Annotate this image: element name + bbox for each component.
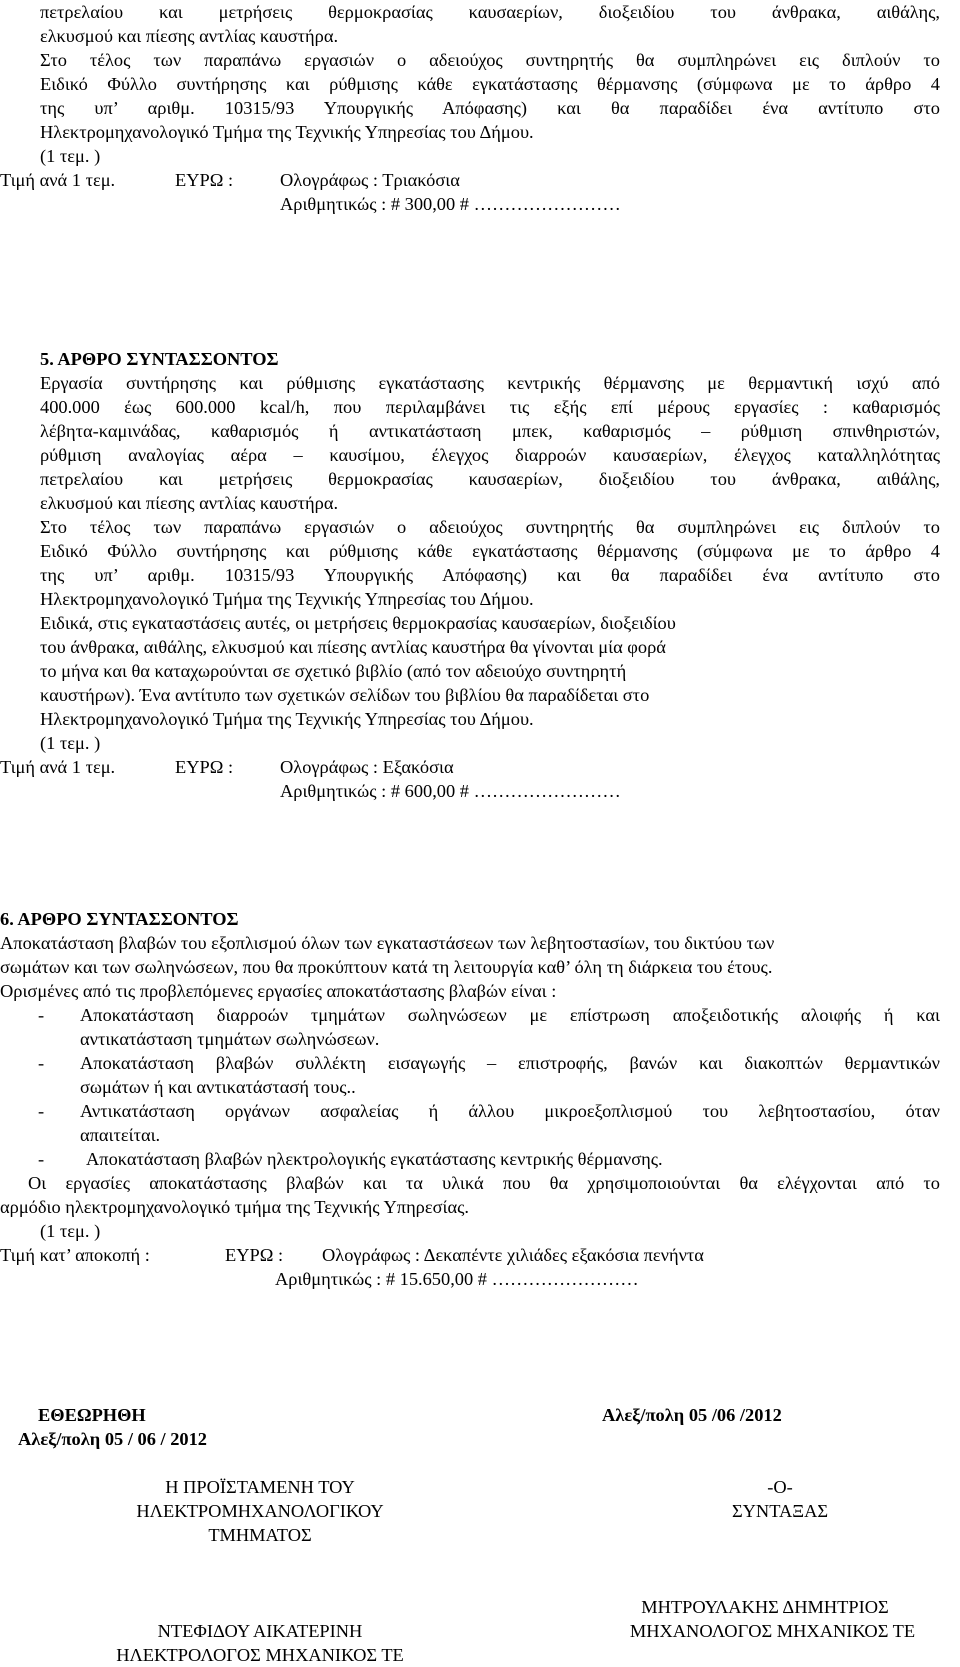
body-text-line: Ηλεκτρομηχανολογικό Τμήμα της Τεχνικής Υπηρεσίας του Δήμου. (40, 589, 534, 609)
left-role-line: ΗΛΕΚΤΡΟΜΗΧΑΝΟΛΟΓΙΚΟΥ (136, 1501, 384, 1521)
left-role-line: ΤΜΗΜΑΤΟΣ (208, 1525, 312, 1545)
approval-header: ΕΘΕΩΡΗΘΗ (38, 1405, 146, 1425)
price-numeric: Αριθμητικώς : # 300,00 # …………………… (280, 194, 621, 214)
body-text-line: Ηλεκτρομηχανολογικό Τμήμα της Τεχνικής Υπηρεσίας του Δήμου. (40, 122, 534, 142)
left-date: Αλεξ/πολη 05 / 06 / 2012 (18, 1429, 207, 1449)
right-signatory-name: ΜΗΤΡΟΥΛΑΚΗΣ ΔΗΜΗΤΡΙΟΣ (641, 1597, 889, 1617)
body-text-line: αρμόδιο ηλεκτρομηχανολογικό τμήμα της Τεχνικής Υπηρεσίας. (0, 1197, 469, 1217)
price-in-words: Ολογράφως : Δεκαπέντε χιλιάδες εξακόσια πενήντα (322, 1245, 704, 1265)
quantity-label: (1 τεμ. ) (40, 733, 101, 753)
price-in-words: Ολογράφως : Εξακόσια (280, 757, 454, 777)
right-date: Αλεξ/πολη 05 /06 /2012 (602, 1405, 782, 1425)
quantity-label: (1 τεμ. ) (40, 1221, 101, 1241)
right-role-line: ΣΥΝΤΑΞΑΣ (731, 1501, 829, 1521)
list-item-continuation: αντικατάσταση τμημάτων σωληνώσεων. (80, 1029, 380, 1049)
list-bullet: - (38, 1101, 45, 1121)
left-signatory-name: ΝΤΕΦΙΔΟΥ ΑΙΚΑΤΕΡΙΝΗ (157, 1621, 363, 1641)
body-text-line: Ορισμένες από τις προβλεπόμενες εργασίες αποκατάστασης βλαβών είναι : (0, 981, 557, 1001)
list-item-continuation: σωμάτων ή και αντικατάστασή τους.. (80, 1077, 356, 1097)
body-text-line: Στο τέλος των παραπάνω εργασιών ο αδειούχος συντηρητής θα συμπληρώνει εις διπλούν το (40, 50, 940, 70)
left-role-line: Η ΠΡΟΪΣΤΑΜΕΝΗ ΤΟΥ (165, 1477, 355, 1497)
currency-label: ΕΥΡΩ : (175, 757, 234, 777)
right-signatory-title: ΜΗΧΑΝΟΛΟΓΟΣ ΜΗΧΑΝΙΚΟΣ ΤΕ (629, 1621, 916, 1641)
quantity-label: (1 τεμ. ) (40, 146, 101, 166)
body-text-line: Ειδικά, στις εγκαταστάσεις αυτές, οι μετρήσεις θερμοκρασίας καυσαερίων, διοξειδίου (40, 613, 676, 633)
price-label: Τιμή κατ’ αποκοπή : (0, 1245, 150, 1265)
body-text-line: Οι εργασίες αποκατάστασης βλαβών και τα υλικά που θα χρησιμοποιούνται θα ελέγχονται από το (28, 1173, 940, 1193)
body-text-line: πετρελαίου και μετρήσεις θερμοκρασίας καυσαερίων, διοξειδίου του άνθρακα, αιθάλης, (40, 469, 940, 489)
body-text-line: 400.000 έως 600.000 kcal/h, που περιλαμβάνει τις εξής επί μέρους εργασίες : καθαρισμός (40, 397, 940, 417)
list-bullet: - (38, 1149, 45, 1169)
list-item: Αποκατάσταση βλαβών συλλέκτη εισαγωγής – επιστροφής, βανών και διακοπτών θερμαντικών (80, 1053, 940, 1073)
body-text-line: Ειδικό Φύλλο συντήρησης και ρύθμισης κάθε εγκατάστασης θέρμανσης (σύμφωνα με το άρθρο 4 (40, 541, 940, 561)
price-label: Τιμή ανά 1 τεμ. (0, 757, 116, 777)
body-text-line: καυστήρων). Ένα αντίτυπο των σχετικών σελίδων του βιβλίου θα παραδίδεται στο (40, 685, 650, 705)
body-text-line: της υπ’ αριθμ. 10315/93 Υπουργικής Απόφασης) και θα παραδίδει ένα αντίτυπο στο (40, 98, 940, 118)
list-bullet: - (38, 1053, 45, 1073)
body-text-line: πετρελαίου και μετρήσεις θερμοκρασίας καυσαερίων, διοξειδίου του άνθρακα, αιθάλης, (40, 2, 940, 22)
list-item-continuation: απαιτείται. (80, 1125, 161, 1145)
list-item: Αποκατάσταση διαρροών τμημάτων σωληνώσεων με επίστρωση αποξειδοτικής αλοιφής ή και (80, 1005, 940, 1025)
currency-label: ΕΥΡΩ : (175, 170, 234, 190)
body-text-line: ελκυσμού και πίεσης αντλίας καυστήρα. (40, 493, 339, 513)
list-item: Αντικατάσταση οργάνων ασφαλείας ή άλλου μικροεξοπλισμού του λεβητοστασίου, όταν (80, 1101, 940, 1121)
body-text-line: της υπ’ αριθμ. 10315/93 Υπουργικής Απόφασης) και θα παραδίδει ένα αντίτυπο στο (40, 565, 940, 585)
price-in-words: Ολογράφως : Τριακόσια (280, 170, 460, 190)
body-text-line: Ηλεκτρομηχανολογικό Τμήμα της Τεχνικής Υπηρεσίας του Δήμου. (40, 709, 534, 729)
body-text-line: του άνθρακα, αιθάλης, ελκυσμού και πίεσης αντλίας καυστήρα θα γίνονται μία φορά (40, 637, 666, 657)
body-text-line: σωμάτων και των σωληνώσεων, που θα προκύπτουν κατά τη λειτουργία καθ’ όλη τη διάρκεια του έτους. (0, 957, 773, 977)
left-signatory-title: ΗΛΕΚΤΡΟΛΟΓΟΣ ΜΗΧΑΝΙΚΟΣ ΤΕ (116, 1645, 404, 1665)
currency-label: ΕΥΡΩ : (225, 1245, 284, 1265)
body-text-line: ρύθμιση αναλογίας αέρα – καυσίμου, έλεγχος διαρροών καυσαερίων, έλεγχος καταλληλότητας (40, 445, 940, 465)
body-text-line: Στο τέλος των παραπάνω εργασιών ο αδειούχος συντηρητής θα συμπληρώνει εις διπλούν το (40, 517, 940, 537)
list-bullet: - (38, 1005, 45, 1025)
article-heading: 6. ΑΡΘΡΟ ΣΥΝΤΑΣΣΟΝΤΟΣ (0, 909, 239, 929)
right-role-line: -Ο- (767, 1477, 793, 1497)
body-text-line: Αποκατάσταση βλαβών του εξοπλισμού όλων των εγκαταστάσεων των λεβητοστασίων, του δικτύου των (0, 933, 775, 953)
body-text-line: το μήνα και θα καταχωρούνται σε σχετικό βιβλίο (από τον αδειούχο συντηρητή (40, 661, 627, 681)
body-text-line: Ειδικό Φύλλο συντήρησης και ρύθμισης κάθε εγκατάστασης θέρμανσης (σύμφωνα με το άρθρο 4 (40, 74, 940, 94)
article-heading: 5. ΑΡΘΡΟ ΣΥΝΤΑΣΣΟΝΤΟΣ (40, 349, 279, 369)
price-numeric: Αριθμητικώς : # 15.650,00 # …………………… (275, 1269, 639, 1289)
price-label: Τιμή ανά 1 τεμ. (0, 170, 116, 190)
list-item: Αποκατάσταση βλαβών ηλεκτρολογικής εγκατάστασης κεντρικής θέρμανσης. (86, 1149, 663, 1169)
body-text-line: Εργασία συντήρησης και ρύθμισης εγκατάστασης κεντρικής θέρμανσης με θερμαντική ισχύ από (40, 373, 940, 393)
body-text-line: ελκυσμού και πίεσης αντλίας καυστήρα. (40, 26, 339, 46)
price-numeric: Αριθμητικώς : # 600,00 # …………………… (280, 781, 621, 801)
body-text-line: λέβητα-καμινάδας, καθαρισμός ή αντικατάσταση μπεκ, καθαρισμός – ρύθμιση σπινθηριστών, (40, 421, 940, 441)
